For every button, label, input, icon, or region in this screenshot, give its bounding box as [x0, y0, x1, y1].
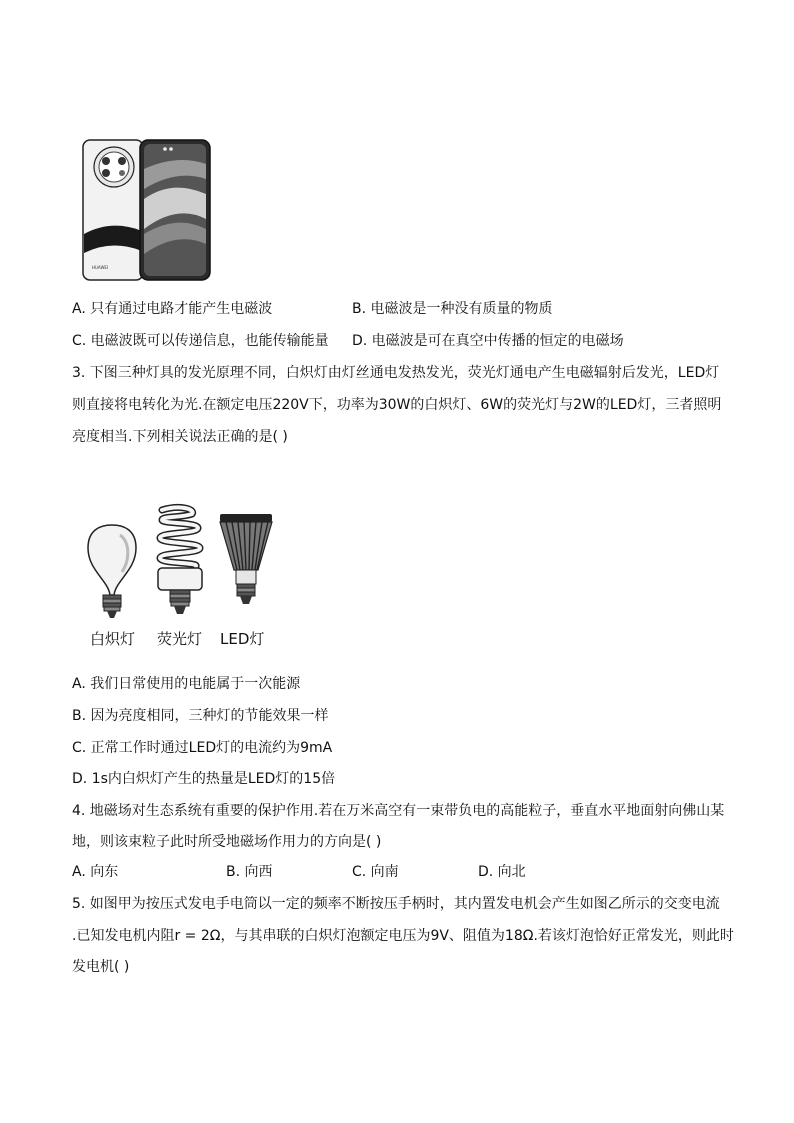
- phone-image-icon: [82, 139, 212, 281]
- q2-option-b[interactable]: B. 电磁波是一种没有质量的物质: [352, 301, 553, 317]
- caption-incandescent: 白炽灯: [90, 630, 136, 648]
- q5-stem-line-3: 发电机( ): [72, 959, 130, 975]
- q4-option-d[interactable]: D. 向北: [478, 864, 526, 880]
- q5-stem-line-2: .已知发电机内阻r = 2Ω，与其串联的白炽灯泡额定电压为9V、阻值为18Ω.若该灯泡恰好正常发光，则此时: [72, 928, 734, 944]
- incandescent-bulb-icon: [88, 525, 136, 618]
- q3-stem-line-3: 亮度相当.下列相关说法正确的是( ): [72, 429, 288, 445]
- lamps-image: [80, 500, 280, 625]
- q3-option-c[interactable]: C. 正常工作时通过LED灯的电流约为9mA: [72, 740, 333, 756]
- q2-option-c[interactable]: C. 电磁波既可以传递信息，也能传输能量: [72, 333, 329, 349]
- q3-option-a[interactable]: A. 我们日常使用的电能属于一次能源: [72, 676, 301, 692]
- q5-stem-line-1: 5. 如图甲为按压式发电手电筒以一定的频率不断按压手柄时，其内置发电机会产生如图乙所示的交变电流: [72, 896, 720, 912]
- q4-stem-line-2: 地，则该束粒子此时所受地磁场作用力的方向是( ): [72, 834, 382, 850]
- fluorescent-lamp-icon: [158, 507, 202, 614]
- q3-option-b[interactable]: B. 因为亮度相同，三种灯的节能效果一样: [72, 708, 329, 724]
- phone-brand-label: HUAWEI: [92, 265, 109, 270]
- q3-stem-line-2: 则直接将电转化为光.在额定电压220V下，功率为30W的白炽灯、6W的荧光灯与2W的LED灯，三者照明: [72, 397, 722, 413]
- led-lamp-icon: [220, 514, 272, 604]
- lamps-figure: [80, 500, 280, 650]
- phone-figure: [82, 139, 212, 281]
- caption-led: LED灯: [220, 630, 265, 648]
- q4-option-c[interactable]: C. 向南: [352, 864, 399, 880]
- q4-stem-line-1: 4. 地磁场对生态系统有重要的保护作用.若在万米高空有一束带负电的高能粒子，垂直水平地面射向佛山某: [72, 803, 725, 819]
- q3-option-d[interactable]: D. 1s内白炽灯产生的热量是LED灯的15倍: [72, 771, 336, 787]
- q2-option-a[interactable]: A. 只有通过电路才能产生电磁波: [72, 301, 273, 317]
- q4-option-a[interactable]: A. 向东: [72, 864, 119, 880]
- q2-option-d[interactable]: D. 电磁波是可在真空中传播的恒定的电磁场: [352, 333, 624, 349]
- caption-fluorescent: 荧光灯: [157, 630, 203, 648]
- q3-stem-line-1: 3. 下图三种灯具的发光原理不同，白炽灯由灯丝通电发热发光，荧光灯通电产生电磁辐射后发光，LED灯: [72, 365, 720, 381]
- q4-option-b[interactable]: B. 向西: [226, 864, 273, 880]
